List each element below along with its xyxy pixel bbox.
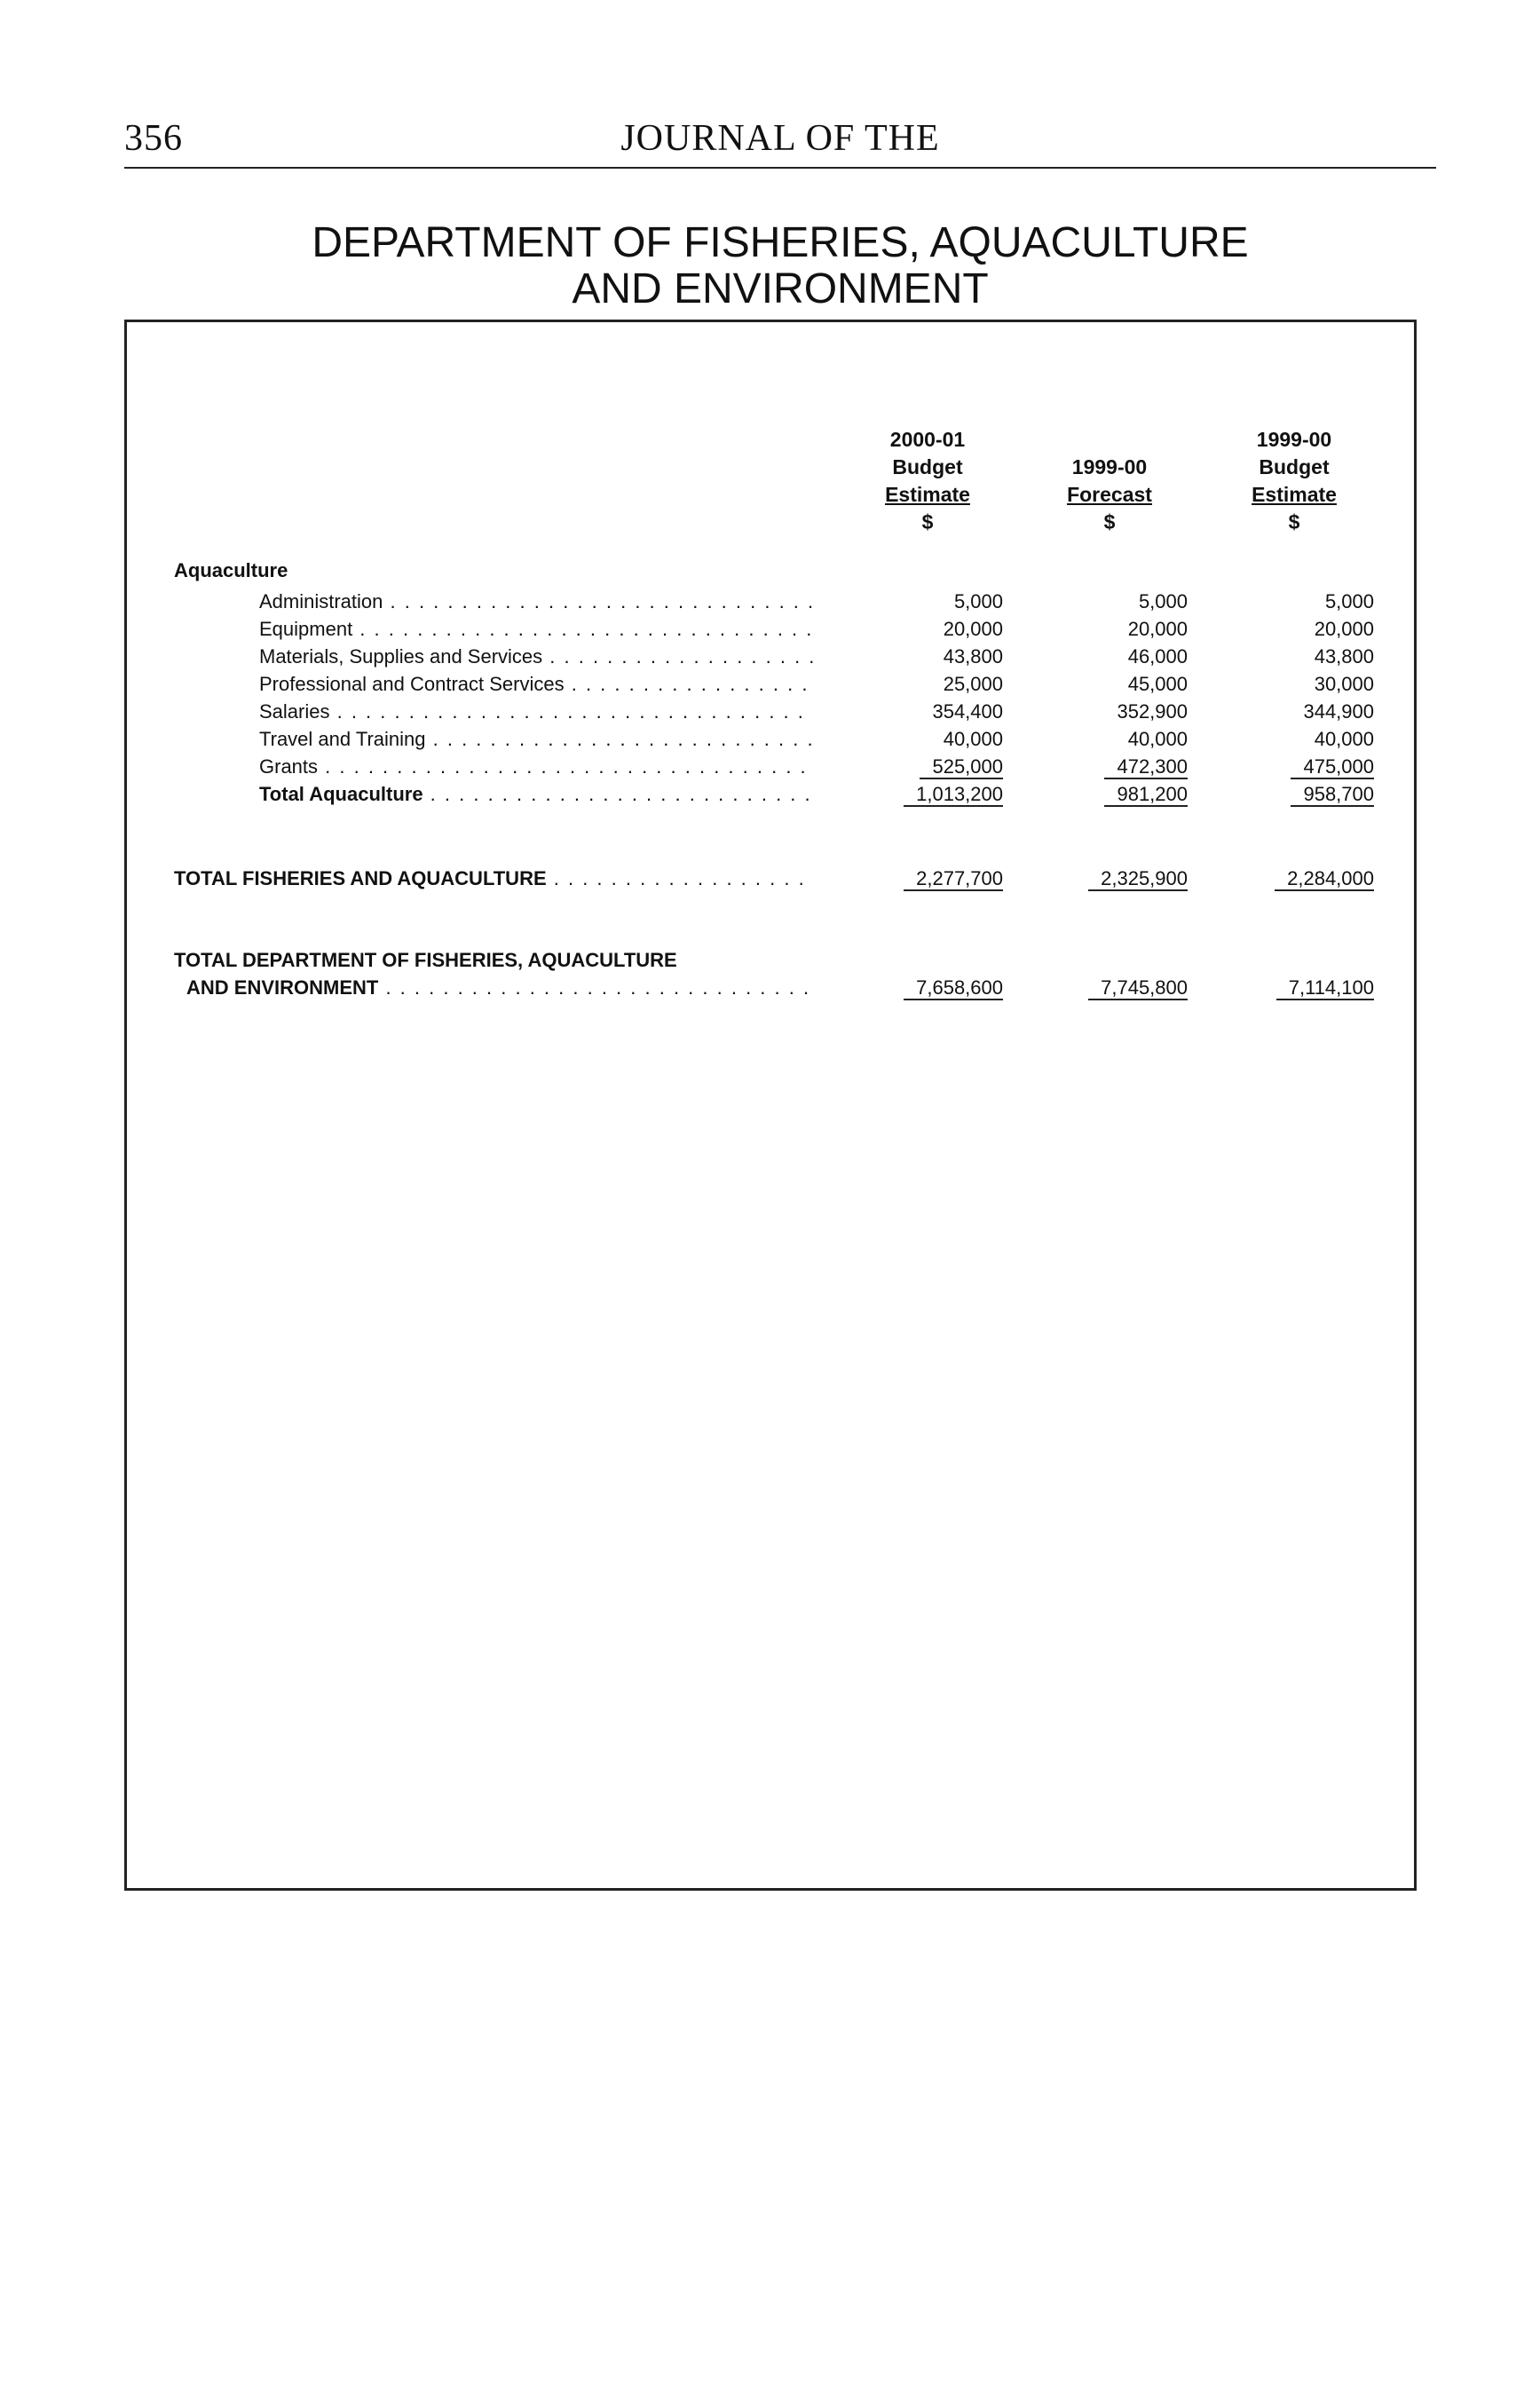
value-2000-01: 2,277,700 (904, 867, 1003, 891)
value-forecast: 5,000 (1138, 590, 1188, 612)
value-1999-00: 344,900 (1303, 700, 1374, 723)
column-header-currency: $ (1288, 510, 1300, 533)
value-2000-01: 354,400 (932, 700, 1003, 723)
row-label: Travel and Training . . . (259, 725, 814, 753)
value-2000-01: 43,800 (943, 645, 1003, 668)
column-header-line: Budget (892, 455, 963, 478)
row-label: Grants . . . (259, 753, 814, 780)
table-row (0, 753, 1540, 780)
value-2000-01: 525,000 (920, 755, 1003, 779)
value-1999-00: 475,000 (1291, 755, 1374, 779)
value-1999-00: 7,114,100 (1276, 976, 1374, 1000)
page-number: 356 (124, 118, 183, 159)
page-title (124, 220, 1436, 312)
value-1999-00: 958,700 (1291, 783, 1374, 807)
total-row (0, 865, 1540, 892)
row-label: Materials, Supplies and Services . . . (259, 643, 814, 670)
value-1999-00: 43,800 (1314, 645, 1374, 668)
value-1999-00: 2,284,000 (1275, 867, 1374, 891)
value-2000-01: 25,000 (943, 673, 1003, 695)
value-2000-01: 7,658,600 (904, 976, 1003, 1000)
value-forecast: 352,900 (1117, 700, 1188, 723)
value-forecast: 40,000 (1127, 728, 1188, 750)
grand-total-row (0, 974, 1540, 1001)
column-header-line: Forecast (1067, 483, 1152, 506)
value-forecast: 7,745,800 (1088, 976, 1188, 1000)
value-forecast: 45,000 (1127, 673, 1188, 695)
table-row (0, 643, 1540, 670)
column-header-2000-01-budget-estimate (839, 426, 1016, 536)
value-2000-01: 40,000 (943, 728, 1003, 750)
row-label: Professional and Contract Services . . . (259, 670, 814, 698)
running-head (124, 114, 1436, 169)
value-1999-00: 40,000 (1314, 728, 1374, 750)
total-label: TOTAL FISHERIES AND AQUACULTURE . . . (174, 865, 814, 892)
table-row (0, 670, 1540, 698)
column-header-currency: $ (1103, 510, 1116, 533)
grand-total-label-row (0, 946, 1540, 974)
journal-title: JOURNAL OF THE (620, 118, 940, 159)
column-header-line: Estimate (1252, 483, 1337, 506)
column-header-line: 1999-00 (1256, 428, 1332, 451)
row-label: Total Aquaculture . . . (259, 780, 814, 808)
row-label: Administration . . . (259, 588, 814, 615)
table-row (0, 698, 1540, 725)
table-row (0, 588, 1540, 615)
value-forecast: 981,200 (1104, 783, 1188, 807)
row-label: Equipment . . . (259, 615, 814, 643)
column-header-1999-00-budget-estimate (1205, 426, 1383, 536)
value-2000-01: 5,000 (953, 590, 1003, 612)
title-line-2: AND ENVIRONMENT (572, 265, 989, 312)
row-label: Salaries . . . (259, 698, 814, 725)
value-forecast: 2,325,900 (1088, 867, 1188, 891)
table-frame (124, 320, 1417, 1891)
table-row (0, 725, 1540, 753)
column-header-currency: $ (921, 510, 934, 533)
title-line-1: DEPARTMENT OF FISHERIES, AQUACULTURE (312, 219, 1249, 266)
subtotal-row (0, 780, 1540, 808)
grand-total-label-line-2: AND ENVIRONMENT . . . (186, 974, 814, 1001)
value-1999-00: 5,000 (1324, 590, 1374, 612)
value-1999-00: 30,000 (1314, 673, 1374, 695)
column-header-line: 2000-01 (889, 428, 966, 451)
table-row (0, 615, 1540, 643)
column-header-line: 1999-00 (1071, 455, 1148, 478)
column-header-line (1021, 426, 1198, 454)
column-header-1999-00-forecast (1021, 426, 1198, 536)
value-forecast: 20,000 (1127, 618, 1188, 640)
value-1999-00: 20,000 (1314, 618, 1374, 640)
column-header-line: Budget (1259, 455, 1330, 478)
grand-total-label-line-1: TOTAL DEPARTMENT OF FISHERIES, AQUACULTURE (174, 949, 677, 971)
column-header-line: Estimate (885, 483, 970, 506)
section-heading: Aquaculture (174, 559, 288, 581)
value-forecast: 46,000 (1127, 645, 1188, 668)
value-2000-01: 1,013,200 (904, 783, 1003, 807)
value-2000-01: 20,000 (943, 618, 1003, 640)
value-forecast: 472,300 (1104, 755, 1188, 779)
